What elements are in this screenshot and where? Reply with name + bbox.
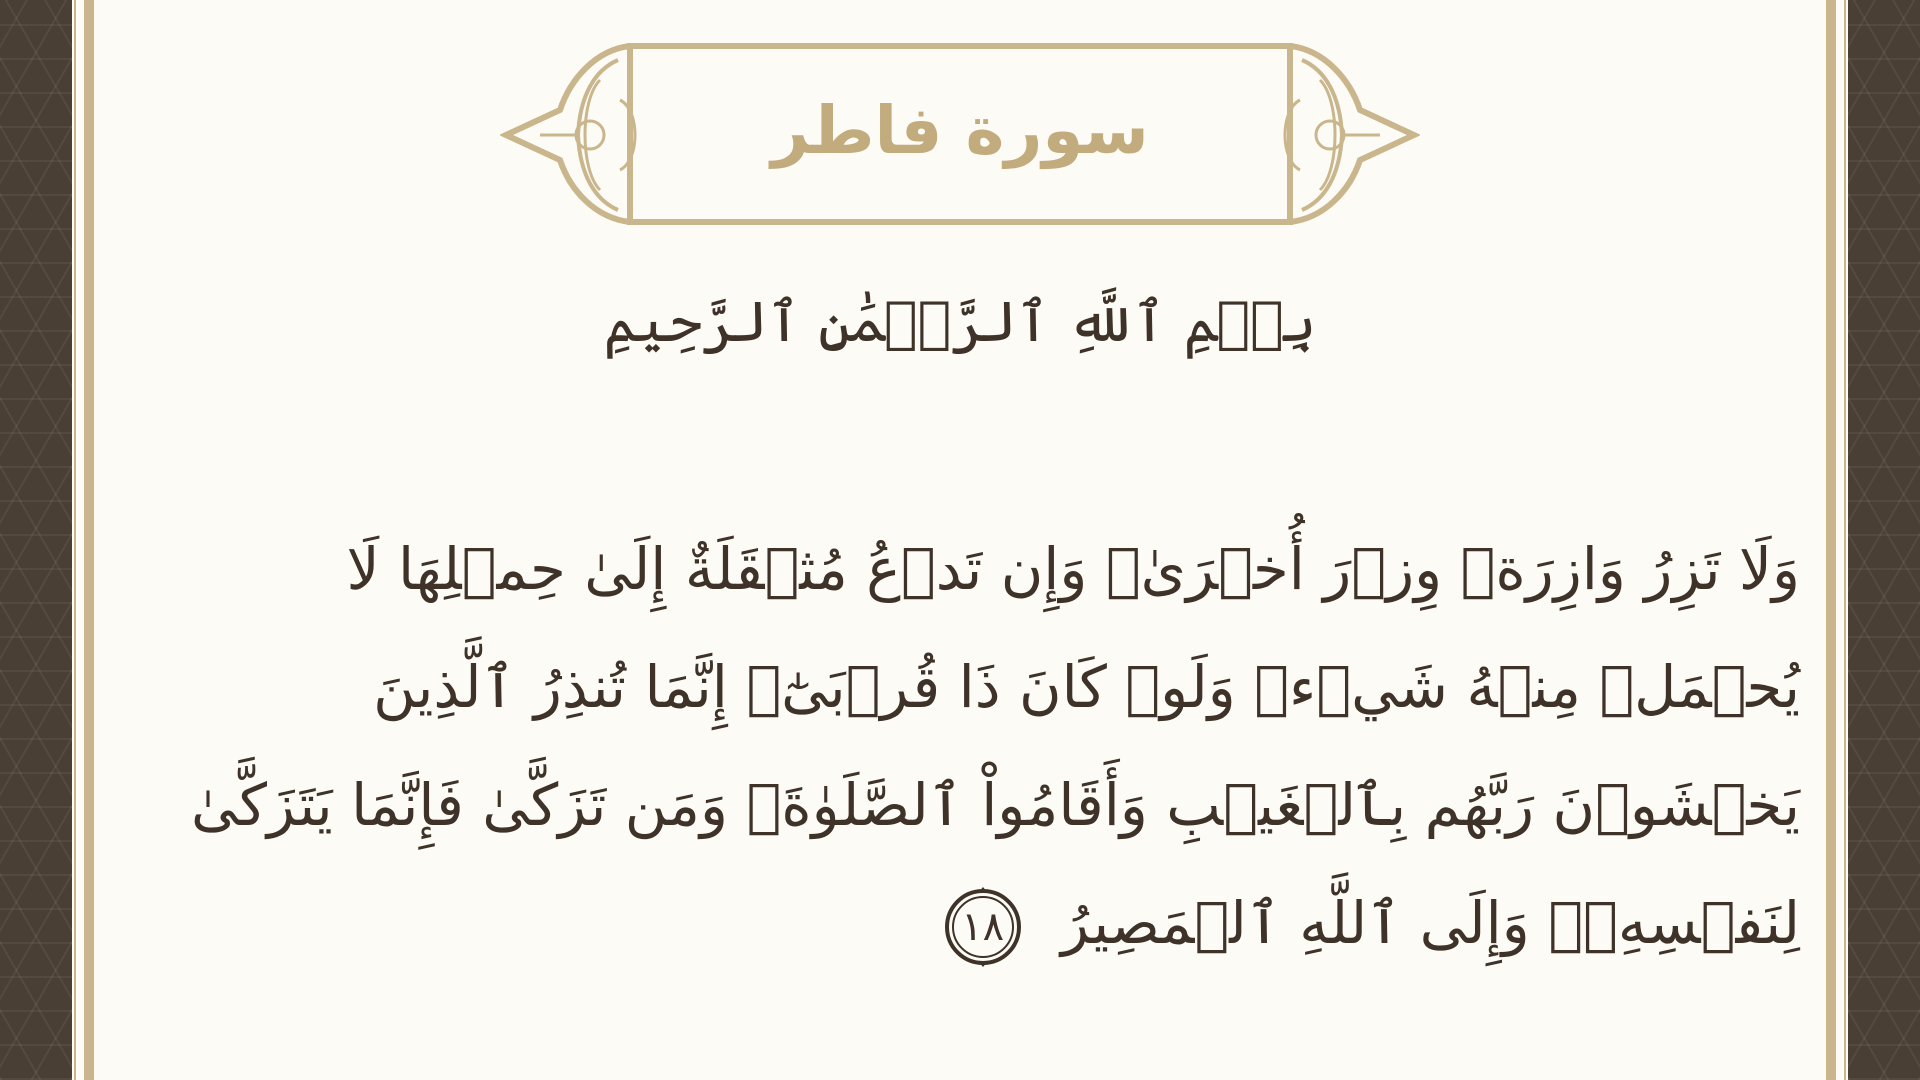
verse-number: ١٨ — [961, 903, 1005, 950]
right-pattern-border — [1848, 0, 1920, 1080]
surah-title: سورة فاطر — [771, 92, 1149, 169]
right-thin-rule — [1844, 0, 1846, 1080]
verse-block — [160, 510, 1800, 982]
verse-text: وَلَا تَزِرُ وَازِرَةٞ وِزۡرَ أُخۡرَىٰۚ وَإِن تَدۡعُ مُثۡقَلَةٌ إِلَىٰ حِمۡلِهَا لَا يُحۡمَلۡ مِنۡهُ شَيۡءٞ وَلَوۡ كَانَ ذَا قُرۡبَىٰٓۗ إِنَّمَا تُنذِرُ ٱلَّذِينَ يَخۡشَوۡنَ رَبَّهُم بِٱلۡغَيۡبِ وَأَقَامُواْ ٱلصَّلَوٰةَۚ وَمَن تَزَكَّىٰ فَإِنَّمَا يَتَزَكَّىٰ لِنَفۡسِهِۦۚ وَإِلَى ٱللَّهِ ٱلۡمَصِيرُ — [191, 535, 1800, 957]
surah-title-cartouche — [500, 40, 1420, 230]
verse-number-marker — [941, 885, 1025, 969]
right-gold-rule — [1826, 0, 1836, 1080]
left-thin-rule — [74, 0, 76, 1080]
basmala: بِسۡمِ ٱللَّهِ ٱلرَّحۡمَٰنِ ٱلرَّحِيمِ — [603, 290, 1317, 355]
left-gold-rule — [84, 0, 94, 1080]
left-pattern-border — [0, 0, 72, 1080]
